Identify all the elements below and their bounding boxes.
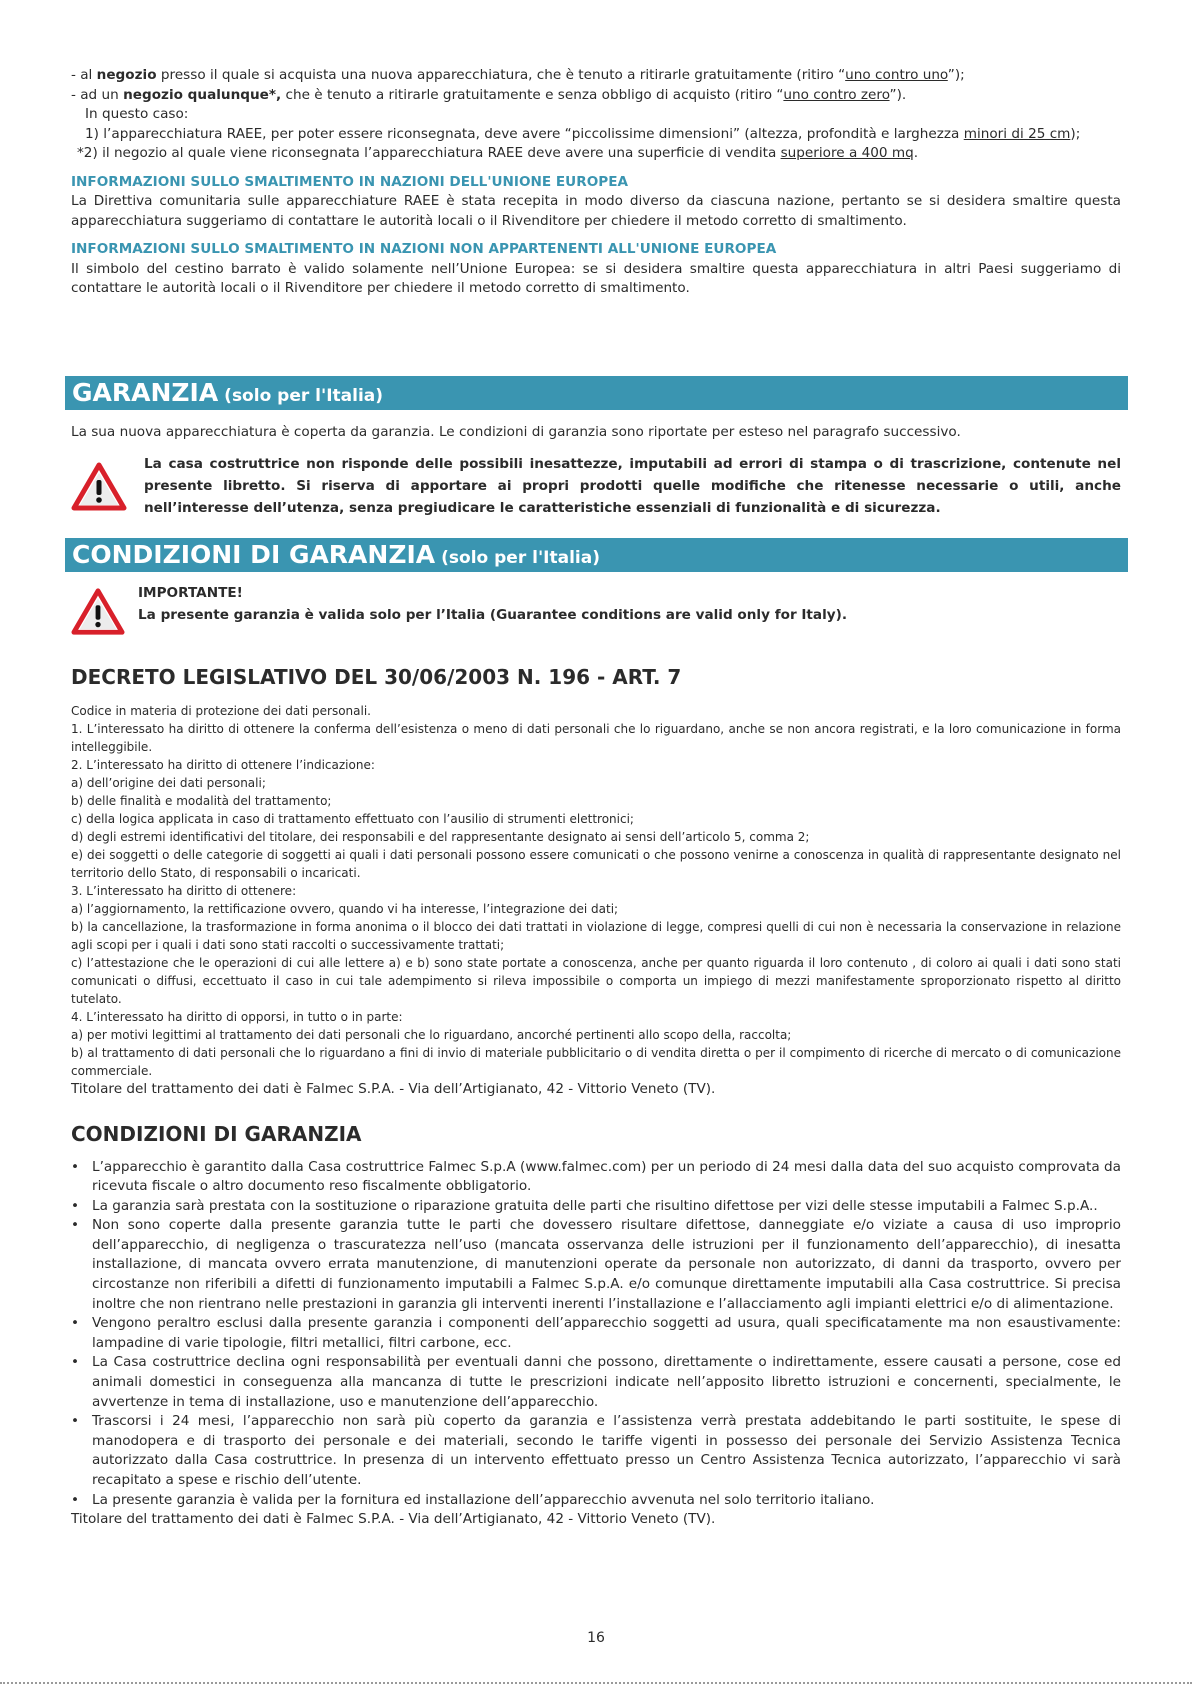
- decreto-body: [71, 702, 1121, 1080]
- intro-line-3: In questo caso:: [85, 106, 189, 122]
- list-item: • Vengono peraltro esclusi dalla presente garanzia i componenti dell’apparecchio soggetti ad usura, quali specificatamente ma non esaustivamente: lampadine di varie tipologie, filtri metallici, filtri carbone, ecc.: [71, 1314, 1121, 1353]
- list-item: • La Casa costruttrice declina ogni responsabilità per eventuali danni che possono, direttamente o indirettamente, essere causati a persone, cose ed animali domestici in conseguenza alla mancanza di tutte le prescrizioni indicate nell’apposito libretto istruzioni e concernenti, specialmente, le avvertenze in tema di installazione, uso e manutenzione dell’apparecchio.: [71, 1353, 1121, 1412]
- important-label: IMPORTANTE!: [138, 585, 243, 601]
- decreto-line: d) degli estremi identificativi del titolare, dei responsabili e del rappresentante designato ai sensi dell’articolo 5, comma 2;: [71, 830, 810, 844]
- decreto-line: 4. L’interessato ha diritto di opporsi, in tutto o in parte:: [71, 1010, 403, 1024]
- decreto-line: Codice in materia di protezione dei dati personali.: [71, 704, 371, 718]
- intro-line-2: - ad un negozio qualunque*, che è tenuto a ritirarle gratuitamente e senza obbligo di acquisto (ritiro “uno contro zero”).: [71, 86, 907, 103]
- warning-triangle-icon: [71, 587, 125, 641]
- decreto-line: a) per motivi legittimi al trattamento dei dati personali che lo riguardano, ancorché pertinenti allo scopo della, raccolta;: [71, 1028, 792, 1042]
- condizioni-list: [71, 1158, 1121, 1511]
- intro-line-1: - al negozio presso il quale si acquista una nuova apparecchiatura, che è tenuto a ritirarle gratuitamente (ritiro “uno contro uno”);: [71, 67, 965, 83]
- crop-divider: [0, 1682, 1192, 1684]
- warning-triangle-icon: [71, 462, 127, 516]
- intro-line-5: *2) il negozio al quale viene riconsegnata l’apparecchiatura RAEE deve avere una superficie di vendita superiore a 400 mq.: [77, 145, 919, 161]
- list-item: • L’apparecchio è garantito dalla Casa costruttrice Falmec S.p.A (www.falmec.com) per un periodo di 24 mesi dalla data del suo acquisto comprovata da ricevuta fiscale o altro documento reso fiscalmente obbligatorio.: [71, 1158, 1121, 1197]
- important-text: [138, 582, 847, 626]
- garanzia-banner: [65, 376, 1128, 410]
- non-eu-disposal-heading: INFORMAZIONI SULLO SMALTIMENTO IN NAZIONI NON APPARTENENTI ALL'UNIONE EUROPEA: [71, 241, 777, 257]
- garanzia-subtitle: (solo per l'Italia): [224, 385, 384, 406]
- condizioni-banner-subtitle: (solo per l'Italia): [441, 548, 600, 568]
- list-item: • La presente garanzia è valida per la fornitura ed installazione dell’apparecchio avvenuta nel solo territorio italiano.: [71, 1491, 1121, 1511]
- document-page: [71, 66, 1121, 1530]
- condizioni-titolare: Titolare del trattamento dei dati è Falmec S.P.A. - Via dell’Artigianato, 42 - Vittorio Veneto (TV).: [71, 1511, 716, 1528]
- eu-disposal-text: La Direttiva comunitaria sulle apparecchiature RAEE è stata recepita in modo diverso da ciascuna nazione, pertanto se si desidera smaltire questa apparecchiatura suggeriamo di contattare le autorità locali o il Rivenditore per chiedere il metodo corretto di smaltimento.: [71, 193, 1121, 229]
- decreto-line: c) l’attestazione che le operazioni di cui alle lettere a) e b) sono state portate a conoscenza, anche per quanto riguarda il loro contenuto , di coloro ai quali i dati sono stati comunicati o diffusi, eccettuato il caso in cui tale adempimento si rileva impossibile o comporta un impiego di mezzi manifestamente sproporzionato rispetto al diritto tutelato.: [71, 956, 1121, 1006]
- decreto-line: e) dei soggetti o delle categorie di soggetti ai quali i dati personali possono essere comunicati o che possono venirne a conoscenza in qualità di rappresentante designato nel territorio dello Stato, di responsabili o incaricati.: [71, 848, 1121, 880]
- intro-section: [71, 66, 1121, 164]
- list-item: • Non sono coperte dalla presente garanzia tutte le parti che dovessero risultare difettose, danneggiate e/o viziate a causa di uso improprio dell’apparecchio, di negligenza o trascuratezza nell’uso (mancata osservanza delle istruzioni per il funzionamento dell’apparecchio), di inesatta installazione, di mancata ovvero errata manutenzione, di manutenzioni operate da personale non autorizzato, di danni da trasporto, ovvero per circostanze non riferibili a difetti di funzionamento imputabili a Falmec S.p.A. e/o comunque direttamente imputabili alla Casa costruttrice. Si precisa inoltre che non rientrano nelle prestazioni in garanzia gli interventi inerenti l’installazione e l’allacciamento agli impianti elettrici e/o di alimentazione.: [71, 1216, 1121, 1314]
- garanzia-title: GARANZIA: [72, 377, 219, 407]
- decreto-line: c) della logica applicata in caso di trattamento effettuato con l’ausilio di strumenti elettronici;: [71, 812, 634, 826]
- important-notice: [71, 582, 1121, 641]
- garanzia-text: La sua nuova apparecchiatura è coperta da garanzia. Le condizioni di garanzia sono riportate per esteso nel paragrafo successivo.: [71, 423, 961, 440]
- decreto-line: a) l’aggiornamento, la rettificazione ovvero, quando vi ha interesse, l’integrazione dei dati;: [71, 902, 619, 916]
- condizioni-banner-title: CONDIZIONI DI GARANZIA: [72, 540, 436, 569]
- condizioni-title: CONDIZIONI DI GARANZIA: [71, 1121, 362, 1146]
- list-item: • La garanzia sarà prestata con la sostituzione o riparazione gratuita delle parti che risultino difettose per vizi delle stesse imputabili a Falmec S.p.A..: [71, 1197, 1121, 1217]
- decreto-line: b) delle finalità e modalità del trattamento;: [71, 794, 332, 808]
- decreto-line: b) al trattamento di dati personali che lo riguardano a fini di invio di materiale pubblicitario o di vendita diretta o per il compimento di ricerche di mercato o di comunicazione commerciale.: [71, 1046, 1121, 1078]
- decreto-line: 1. L’interessato ha diritto di ottenere la conferma dell’esistenza o meno di dati personali che lo riguardano, anche se non ancora registrati, e la loro comunicazione in forma intelleggibile.: [71, 722, 1121, 754]
- non-eu-disposal-text: Il simbolo del cestino barrato è valido solamente nell’Unione Europea: se si desidera smaltire questa apparecchiatura in altri Paesi suggeriamo di contattare le autorità locali o il Rivenditore per chiedere il metodo corretto di smaltimento.: [71, 260, 1121, 296]
- list-item: • Trascorsi i 24 mesi, l’apparecchio non sarà più coperto da garanzia e l’assistenza verrà prestata addebitando le parti sostituite, le spese di manodopera e di trasporto dei personale e dei materiali, secondo le tariffe vigenti in possesso dei personale dei Servizio Assistenza Tecnica autorizzato dalla Casa costruttrice. In presenza di un intervento effettuato presso un Centro Assistenza Tecnica autorizzato, l’apparecchio vi sarà recapitato a spese e rischio dell’utente.: [71, 1412, 1121, 1490]
- decreto-title: DECRETO LEGISLATIVO DEL 30/06/2003 N. 196 - ART. 7: [71, 665, 682, 689]
- intro-line-4: 1) l’apparecchiatura RAEE, per poter essere riconsegnata, deve avere “piccolissime dimensioni” (altezza, profondità e larghezza minori di 25 cm);: [85, 125, 1081, 142]
- decreto-line: 2. L’interessato ha diritto di ottenere l’indicazione:: [71, 758, 375, 772]
- decreto-line: 3. L’interessato ha diritto di ottenere:: [71, 884, 297, 898]
- garanzia-warning-text: La casa costruttrice non risponde delle possibili inesattezze, imputabili ad errori di stampa o di trascrizione, contenute nel presente libretto. Si riserva di apportare ai propri prodotti quelle modifiche che ritenesse necessarie o utili, anche nell’interesse dell’utenza, senza pregiudicare le caratteristiche essenziali di funzionalità e di sicurezza.: [144, 456, 1121, 516]
- condizioni-banner: [65, 538, 1128, 572]
- garanzia-warning: [71, 453, 1121, 519]
- decreto-line: b) la cancellazione, la trasformazione in forma anonima o il blocco dei dati trattati in violazione di legge, compresi quelli di cui non è necessaria la conservazione in relazione agli scopi per i quali i dati sono stati raccolti o successivamente trattati;: [71, 920, 1121, 952]
- important-body: La presente garanzia è valida solo per l’Italia (Guarantee conditions are valid only for Italy).: [138, 607, 848, 623]
- decreto-line: a) dell’origine dei dati personali;: [71, 776, 266, 790]
- eu-disposal-heading: INFORMAZIONI SULLO SMALTIMENTO IN NAZIONI DELL'UNIONE EUROPEA: [71, 173, 629, 190]
- decreto-titolare: Titolare del trattamento dei dati è Falmec S.P.A. - Via dell’Artigianato, 42 - Vittorio Veneto (TV).: [71, 1081, 716, 1097]
- page-number: 16: [587, 1630, 605, 1646]
